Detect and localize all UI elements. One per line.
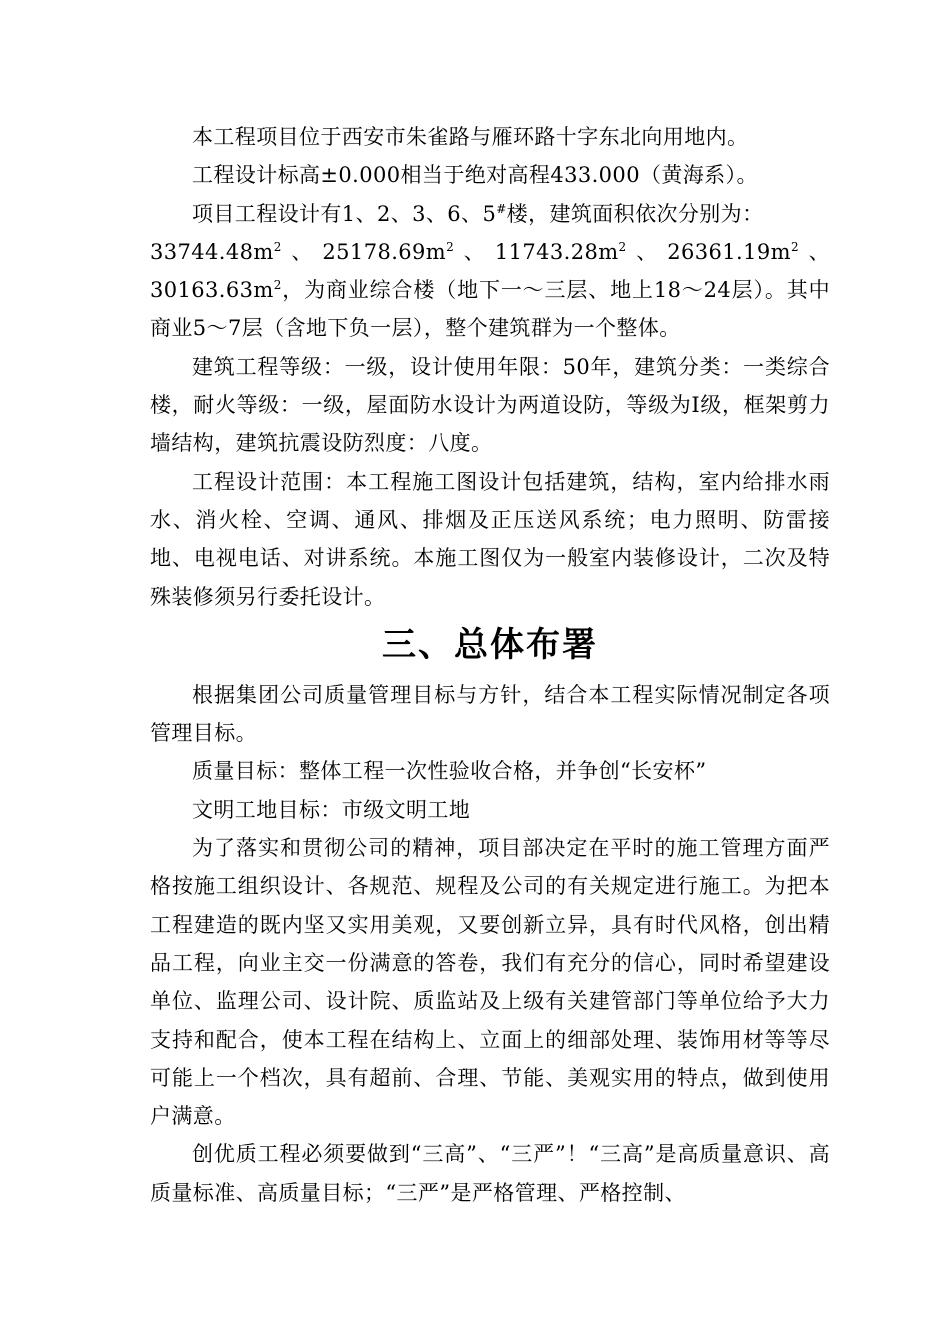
area-value: 26361.19m — [667, 239, 791, 264]
area-unit-exponent: 2 — [446, 239, 455, 254]
area-separator: ，为 — [281, 278, 326, 303]
paragraph-location: 本工程项目位于西安市朱雀路与雁环路十字东北向用地内。 — [192, 125, 749, 149]
area-unit-exponent: 2 — [618, 239, 627, 254]
paragraph-elevation: 工程设计标高±0.000相当于绝对高程433.000（黄海系）。 — [192, 163, 758, 188]
paragraph-buildings — [150, 195, 830, 233]
area-separator: 、 — [798, 239, 831, 264]
paragraph-quality-goal: 质量目标：整体工程一次性验收合格，并争创“长安杯” — [192, 759, 707, 784]
buildings-text-b: 楼，建筑面积依次分别为： — [506, 201, 764, 226]
paragraph-scope: 工程设计范围：本工程施工图设计包括建筑，结构，室内给排水雨水、消火栓、空调、通风、排烟及正压送风系统；电力照明、防雷接地、电视电话、对讲系统。本施工图仅为一般室内装修设计，二次及特殊装修须另行委托设计。 — [150, 469, 830, 609]
buildings-text-a: 项目工程设计有1、2、3、6、5 — [192, 201, 497, 226]
paragraph-intro: 根据集团公司质量管理目标与方针，结合本工程实际情况制定各项管理目标。 — [150, 682, 830, 746]
area-unit-exponent: 2 — [273, 239, 282, 254]
areas-tail-text: 商业综合楼（地下一～三层、地上18～24层）。其中商业5～7层（含地下负一层），整个建筑群为一个整体。 — [150, 278, 830, 341]
section-heading: 三、总体布署 — [382, 624, 598, 665]
area-unit-exponent: 2 — [273, 278, 282, 293]
area-unit-exponent: 2 — [790, 239, 799, 254]
area-separator: 、 — [626, 239, 668, 264]
area-value: 30163.63m — [150, 278, 274, 303]
area-value: 25178.69m — [322, 239, 447, 264]
paragraph-grade: 建筑工程等级：一级，设计使用年限：50年，建筑分类：一类综合楼，耐火等级：一级，屋面防水设计为两道设防，等级为Ⅰ级，框架剪力墙结构，建筑抗震设防烈度：八度。 — [150, 354, 830, 456]
area-value: 11743.28m — [494, 239, 619, 264]
area-value: 33744.48m — [150, 239, 274, 264]
area-separator: 、 — [281, 239, 323, 264]
paragraph-civil-goal: 文明工地目标：市级文明工地 — [192, 797, 471, 822]
document-page — [150, 118, 830, 1212]
paragraph-areas — [150, 233, 830, 348]
building-number-mark: # — [496, 201, 507, 216]
area-separator: 、 — [454, 239, 495, 264]
paragraph-spirit: 为了落实和贯彻公司的精神，项目部决定在平时的施工管理方面严格按施工组织设计、各规范、规程及公司的有关规定进行施工。为把本工程建造的既内坚又实用美观，又要创新立异，具有时代风格，创出精品工程，向业主交一份满意的答卷，我们有充分的信心，同时希望建设单位、监理公司、设计院、质监站及上级有关建管部门等单位给予大力支持和配合，使本工程在结构上、立面上的细部处理、装饰用材等等尽可能上一个档次，具有超前、合理、节能、美观实用的特点，做到使用户满意。 — [150, 836, 830, 1129]
paragraph-three-high: 创优质工程必须要做到“三高”、“三严”！“三高”是高质量意识、高质量标准、高质量目标；“三严”是严格管理、严格控制、 — [150, 1142, 830, 1205]
